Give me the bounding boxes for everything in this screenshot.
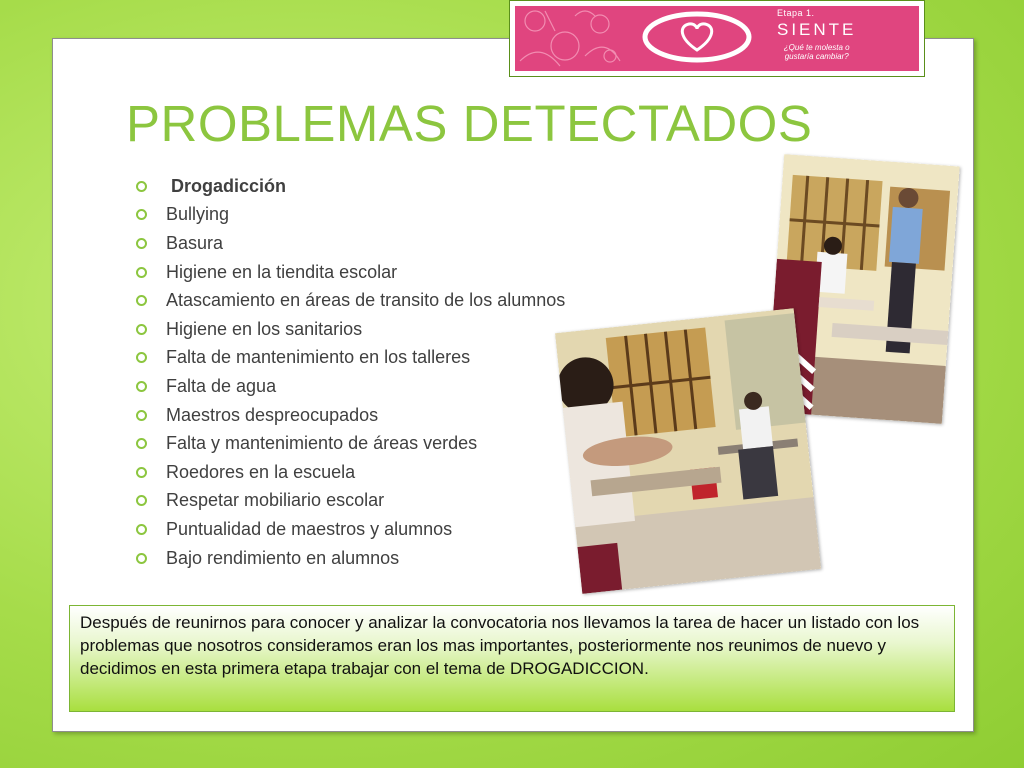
banner-question-line1: ¿Qué te molesta o <box>783 43 850 52</box>
bullet-icon <box>136 410 147 421</box>
list-item-label: Maestros despreocupados <box>166 404 379 425</box>
list-item-label: Falta de mantenimiento en los talleres <box>166 347 471 368</box>
banner-stage: Etapa 1. <box>777 8 815 18</box>
list-item <box>136 487 565 516</box>
list-item <box>136 315 565 344</box>
list-item <box>136 229 565 258</box>
list-item-label: Roedores en la escuela <box>166 461 356 482</box>
banner-question-line2: gustaría cambiar? <box>784 52 849 61</box>
banner-question <box>777 43 856 61</box>
list-item <box>136 372 565 401</box>
list-item-label: Bullying <box>166 204 230 225</box>
list-item-label: Higiene en la tiendita escolar <box>166 261 398 282</box>
list-item-label: Atascamiento en áreas de transito de los alumnos <box>166 290 566 311</box>
bullet-icon <box>136 381 147 392</box>
list-item <box>136 458 565 487</box>
list-item <box>136 429 565 458</box>
list-item <box>136 258 565 287</box>
bullet-icon <box>136 524 147 535</box>
bullet-icon <box>136 495 147 506</box>
slide-title: PROBLEMAS DETECTADOS <box>126 95 813 152</box>
list-item-label: Puntualidad de maestros y alumnos <box>166 518 453 539</box>
list-item <box>136 286 565 315</box>
siente-banner <box>515 6 919 71</box>
bullet-icon <box>136 438 147 449</box>
list-item-label: Respetar mobiliario escolar <box>166 490 385 511</box>
summary-box: Después de reunirnos para conocer y analizar la convocatoria nos llevamos la tarea de hacer un listado con los problemas que nosotros consideramos eran los mas importantes, posteriormente nos reunimos de nuevo y decidimos en esta primera etapa trabajar con el tema de DROGADICCION. <box>69 605 955 712</box>
list-item-label: Higiene en los sanitarios <box>166 318 363 339</box>
list-item <box>136 544 565 573</box>
bullet-icon <box>136 324 147 335</box>
list-item-label: Bajo rendimiento en alumnos <box>166 547 400 568</box>
problem-list <box>136 172 565 572</box>
banner-siente: SIENTE <box>777 20 857 39</box>
bullet-icon <box>136 209 147 220</box>
list-item-label: Falta de agua <box>166 375 277 396</box>
list-item <box>136 344 565 373</box>
list-item <box>136 515 565 544</box>
bullet-icon <box>136 553 147 564</box>
list-item <box>136 201 565 230</box>
classroom-photo-students <box>555 308 821 594</box>
heart-icon <box>639 8 755 66</box>
doodle-pattern-icon <box>515 6 625 71</box>
bullet-icon <box>136 181 147 192</box>
list-item-label: Falta y mantenimiento de áreas verdes <box>166 433 478 454</box>
list-item <box>136 172 565 201</box>
bullet-icon <box>136 295 147 306</box>
bullet-icon <box>136 467 147 478</box>
list-item <box>136 401 565 430</box>
banner-image <box>509 0 925 77</box>
list-item-label: Basura <box>166 232 224 253</box>
bullet-icon <box>136 238 147 249</box>
list-item-label: Drogadicción <box>171 175 287 196</box>
bullet-icon <box>136 352 147 363</box>
bullet-icon <box>136 267 147 278</box>
